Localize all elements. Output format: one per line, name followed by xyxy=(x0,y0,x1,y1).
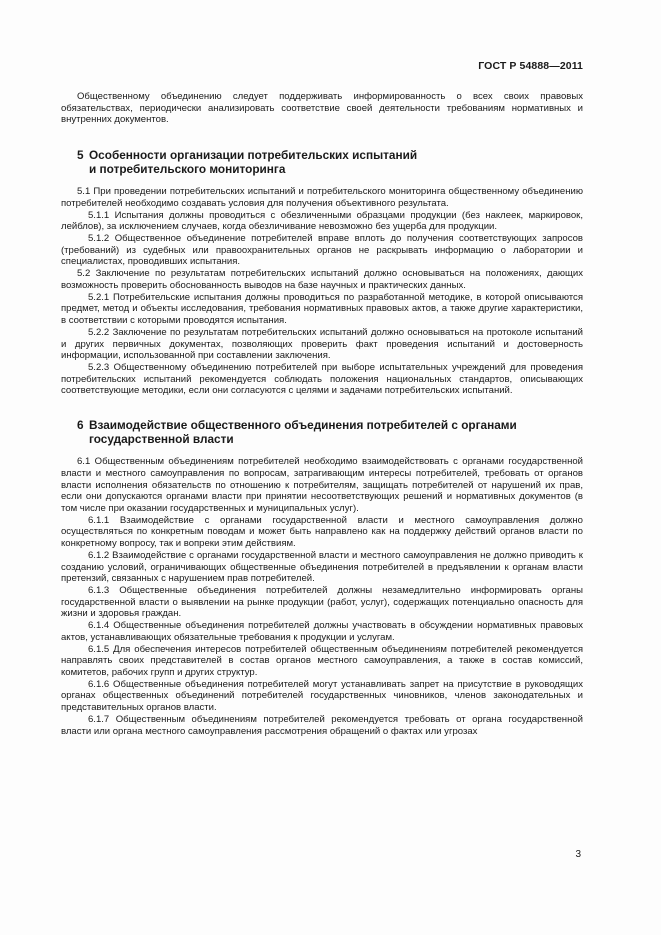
document-code-header: ГОСТ Р 54888—2011 xyxy=(478,60,583,72)
clause-6-1-2: 6.1.2 Взаимодействие с органами государственной власти и местного самоуправления не должно приводить к созданию условий, ограничивающих общественные объединения потребителей в предъявлении к органам власти претензий, связанных с нарушением прав потребителей. xyxy=(61,549,583,585)
section-6-number: 6 xyxy=(77,418,84,433)
section-6-title-line1: Взаимодействие общественного объединения потребителей с органами xyxy=(89,418,517,433)
clause-6-1: 6.1 Общественным объединениям потребителей необходимо взаимодействовать с органами государственной власти и местного самоуправления по вопросам, затрагивающим интересы потребителей, требовать от органов власти исполнения обязательств по отношению к потребителям, защищать потребителей от нарушений их прав, если они допускаются органами власти при принятии несоответствующих решений и нормативных документов (в том числе при оказании государственных и муниципальных услуг). xyxy=(61,456,583,514)
section-5-title-line2: и потребительского мониторинга xyxy=(89,162,286,177)
clause-5-1-2: 5.1.2 Общественное объединение потребителей вправе вплоть до получения соответствующих запросов (требований) из судебных или правоохранительных органов не раскрывать информацию о лаборатории и специалистах, проводивших испытания. xyxy=(61,233,583,268)
clause-6-1-7: 6.1.7 Общественным объединениям потребителей рекомендуется требовать от органа государственной власти или органа местного самоуправления рассмотрения обращений о фактах или угрозах xyxy=(61,713,583,737)
clause-5-2-1: 5.2.1 Потребительские испытания должны проводиться по разработанной методике, в которой описываются предмет, метод и объекты исследования, требования нормативных правовых актов, а также другие характеристики, в соответствии с которыми проводятся испытания. xyxy=(61,291,583,327)
section-6-title-line2: государственной власти xyxy=(89,432,234,447)
clause-6-1-6: 6.1.6 Общественные объединения потребителей могут устанавливать запрет на присутствие в руководящих органах общественных объединений потребителей государственных чиновников, членов законодательных и представительных органов власти. xyxy=(61,678,583,714)
clause-5-2: 5.2 Заключение по результатам потребительских испытаний должно основываться на положениях, дающих возможность проверить обоснованность выводов на базе научных и практических данных. xyxy=(61,268,583,291)
clause-6-1-5: 6.1.5 Для обеспечения интересов потребителей общественным объединениям потребителей рекомендуется направлять своих представителей в состав органов местного самоуправления, а также в состав комиссий, комитетов, рабочих групп и других структур. xyxy=(61,643,583,679)
clause-5-1-1: 5.1.1 Испытания должны проводиться с обезличенными образцами продукции (без наклеек, маркировок, лейблов), за исключением случаев, когда обезличивание невозможно без ущерба для продукции. xyxy=(61,209,583,233)
intro-paragraph: Общественному объединению следует поддерживать информированность о всех своих правовых обязательствах, периодически анализировать соответствие своей деятельности требованиям нормативных и внутренних документов. xyxy=(61,91,583,126)
clause-5-2-2: 5.2.2 Заключение по результатам потребительских испытаний должно основываться на протоколе испытаний и других первичных документах, позволяющих проверить факт проведения испытаний и достоверность информации, использованной при составлении заключения. xyxy=(61,326,583,362)
clause-5-2-3: 5.2.3 Общественному объединению потребителей при выборе испытательных учреждений для проведения потребительских испытаний рекомендуется соблюдать положения национальных стандартов, описывающих соответствующие методики, если они согласуются с целями и задачами потребительских испытаний. xyxy=(61,361,583,397)
section-5-heading xyxy=(61,148,583,176)
page-number: 3 xyxy=(575,849,581,860)
section-5-title-line1: Особенности организации потребительских испытаний xyxy=(89,148,418,163)
document-body xyxy=(61,91,583,737)
section-6-heading xyxy=(61,418,583,446)
clause-5-1: 5.1 При проведении потребительских испытаний и потребительского мониторинга общественному объединению потребителей необходимо создавать условия для получения объективного результата. xyxy=(61,186,583,209)
section-5-number: 5 xyxy=(77,148,84,163)
clause-6-1-3: 6.1.3 Общественные объединения потребителей должны незамедлительно информировать органы государственной власти о выявлении на рынке продукции (работ, услуг), содержащих потенциально опасность для жизни и здоровья граждан. xyxy=(61,585,583,620)
clause-6-1-1: 6.1.1 Взаимодействие с органами государственной власти и местного самоуправления должно осуществляться по конкретным поводам и может быть направлено как на поддержку действий органов власти по конкретному вопросу, так и вопреки этим действиям. xyxy=(61,514,583,550)
clause-6-1-4: 6.1.4 Общественные объединения потребителей должны участвовать в обсуждении нормативных правовых актов, устанавливающих обязательные требования к продукции и услугам. xyxy=(61,620,583,643)
